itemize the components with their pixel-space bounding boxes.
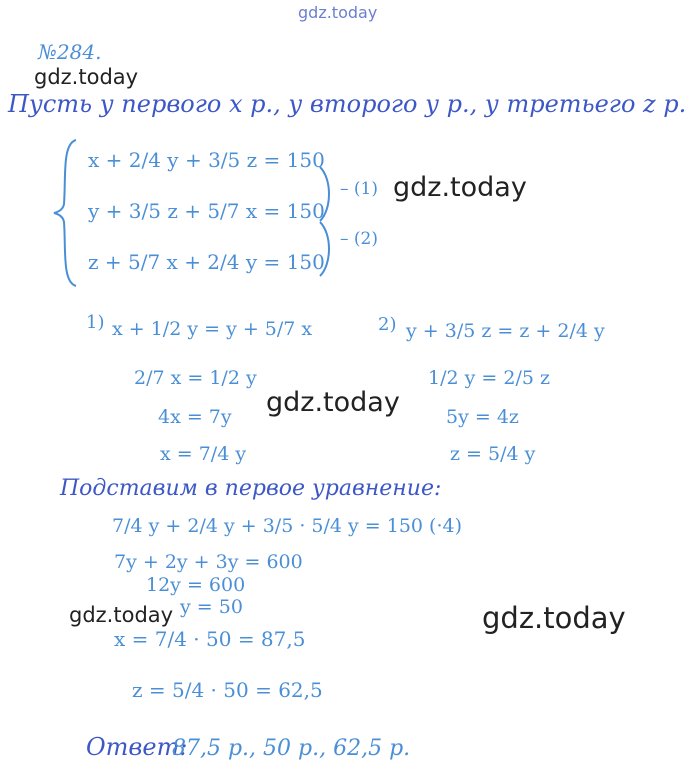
part1-line-2: 2/7 x = 1/2 y [134, 367, 257, 389]
answer-text: 87,5 р., 50 р., 62,5 р. [172, 736, 411, 761]
system-brace [52, 138, 82, 288]
substitution-line-1: 7/4 y + 2/4 y + 3/5 · 5/4 y = 150 (·4) [112, 515, 463, 537]
bracket-mark-1: – (1) [340, 179, 378, 199]
watermark-left-upper: gdz.today [34, 65, 139, 89]
substitution-heading: Подставим в первое уравнение: [60, 476, 442, 501]
part1-line-1: x + 1/2 y = y + 5/7 x [112, 318, 313, 340]
bracket-2 [318, 220, 338, 280]
watermark-lower-left: gdz.today [69, 603, 174, 627]
part2-label: 2) [378, 314, 397, 335]
system-equation-1: x + 2/4 y + 3/5 z = 150 [88, 148, 325, 172]
watermark-right-upper: gdz.today [393, 172, 527, 203]
answer-label: Ответ: [86, 733, 188, 761]
part2-line-3: 5y = 4z [446, 406, 519, 428]
problem-number: №284. [38, 40, 102, 64]
substitution-line-3: 12y = 600 [146, 574, 246, 596]
watermark-lower-right: gdz.today [482, 601, 626, 635]
part2-line-2: 1/2 y = 2/5 z [428, 367, 550, 389]
bracket-1 [318, 165, 338, 225]
part1-line-4: x = 7/4 y [160, 443, 247, 465]
watermark-middle: gdz.today [266, 387, 400, 418]
intro-line: Пусть у первого х р., у второго у р., у третьего z р. [8, 90, 687, 118]
part2-line-4: z = 5/4 y [450, 443, 536, 465]
substitution-line-4: y = 50 [180, 596, 243, 618]
part2-line-1: y + 3/5 z = z + 2/4 y [406, 320, 605, 342]
bracket-mark-2: – (2) [340, 229, 378, 249]
part1-line-3: 4x = 7y [158, 406, 232, 428]
substitution-line-2: 7y + 2y + 3y = 600 [114, 551, 303, 573]
substitution-line-5: x = 7/4 · 50 = 87,5 [114, 627, 306, 651]
system-equation-3: z + 5/7 x + 2/4 y = 150 [88, 250, 325, 274]
substitution-line-6: z = 5/4 · 50 = 62,5 [132, 678, 323, 702]
system-equation-2: y + 3/5 z + 5/7 x = 150 [88, 199, 325, 223]
part1-label: 1) [86, 312, 105, 333]
watermark-top: gdz.today [298, 3, 378, 22]
